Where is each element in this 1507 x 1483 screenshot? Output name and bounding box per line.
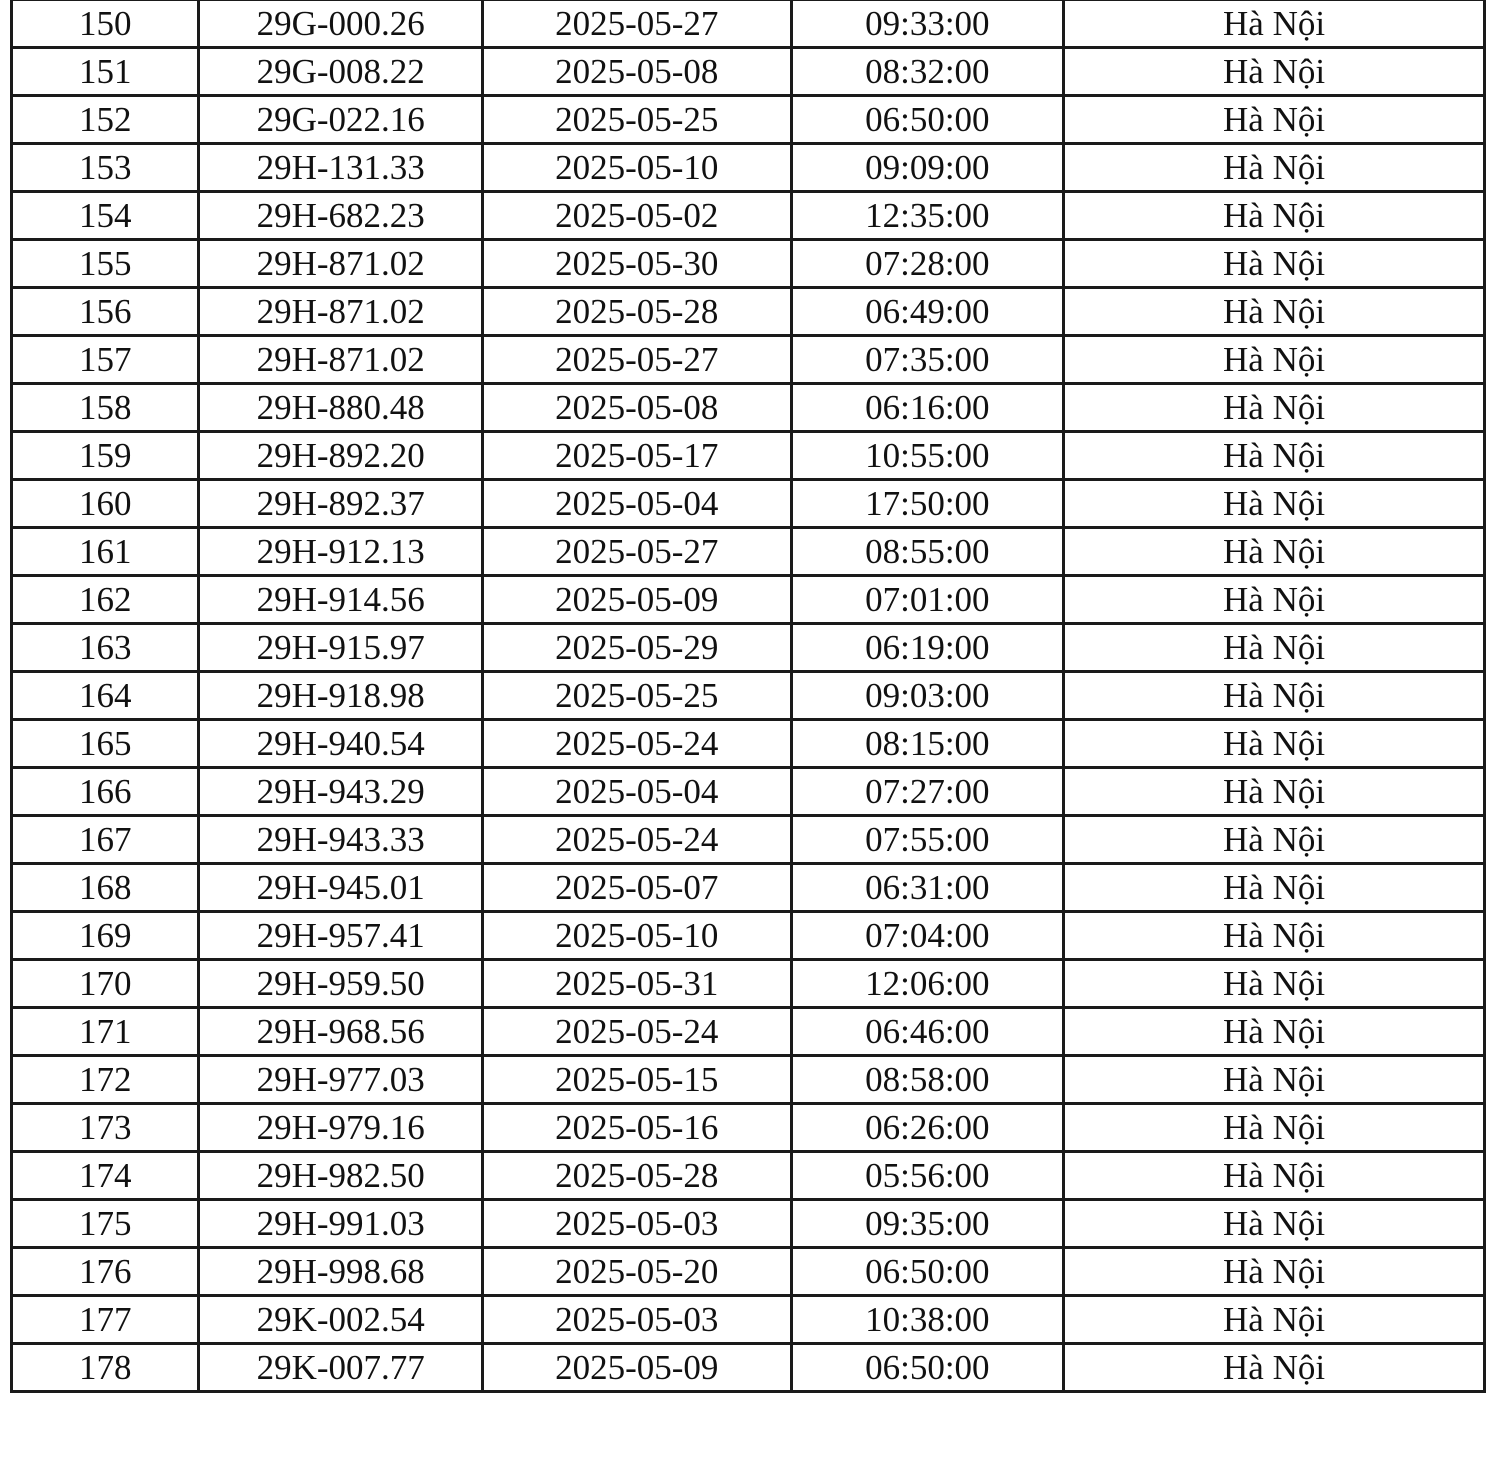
date-cell: 2025-05-27 <box>482 0 791 48</box>
license-plate-cell: 29G-022.16 <box>199 96 483 144</box>
time-cell: 09:03:00 <box>791 672 1064 720</box>
row-number-cell: 173 <box>12 1104 199 1152</box>
date-cell: 2025-05-29 <box>482 624 791 672</box>
table-row <box>12 1296 1485 1344</box>
time-cell: 06:19:00 <box>791 624 1064 672</box>
table-row <box>12 1248 1485 1296</box>
table-row <box>12 0 1485 48</box>
table-row <box>12 816 1485 864</box>
location-cell: Hà Nội <box>1064 96 1485 144</box>
date-cell: 2025-05-27 <box>482 336 791 384</box>
license-plate-cell: 29H-943.29 <box>199 768 483 816</box>
time-cell: 06:49:00 <box>791 288 1064 336</box>
table-body <box>12 0 1485 1392</box>
time-cell: 07:01:00 <box>791 576 1064 624</box>
license-plate-cell: 29H-945.01 <box>199 864 483 912</box>
time-cell: 07:04:00 <box>791 912 1064 960</box>
table-row <box>12 672 1485 720</box>
row-number-cell: 169 <box>12 912 199 960</box>
license-plate-cell: 29H-914.56 <box>199 576 483 624</box>
row-number-cell: 154 <box>12 192 199 240</box>
location-cell: Hà Nội <box>1064 1152 1485 1200</box>
license-plate-cell: 29H-912.13 <box>199 528 483 576</box>
date-cell: 2025-05-31 <box>482 960 791 1008</box>
row-number-cell: 160 <box>12 480 199 528</box>
time-cell: 06:50:00 <box>791 96 1064 144</box>
license-plate-cell: 29K-002.54 <box>199 1296 483 1344</box>
location-cell: Hà Nội <box>1064 768 1485 816</box>
table-row <box>12 480 1485 528</box>
table-row <box>12 960 1485 1008</box>
date-cell: 2025-05-04 <box>482 480 791 528</box>
license-plate-cell: 29H-991.03 <box>199 1200 483 1248</box>
license-plate-cell: 29H-957.41 <box>199 912 483 960</box>
row-number-cell: 157 <box>12 336 199 384</box>
time-cell: 08:15:00 <box>791 720 1064 768</box>
row-number-cell: 161 <box>12 528 199 576</box>
date-cell: 2025-05-15 <box>482 1056 791 1104</box>
location-cell: Hà Nội <box>1064 1104 1485 1152</box>
table-row <box>12 96 1485 144</box>
row-number-cell: 165 <box>12 720 199 768</box>
location-cell: Hà Nội <box>1064 1296 1485 1344</box>
date-cell: 2025-05-08 <box>482 48 791 96</box>
license-plate-cell: 29H-880.48 <box>199 384 483 432</box>
license-plate-cell: 29H-940.54 <box>199 720 483 768</box>
license-plate-cell: 29H-915.97 <box>199 624 483 672</box>
location-cell: Hà Nội <box>1064 720 1485 768</box>
time-cell: 06:31:00 <box>791 864 1064 912</box>
location-cell: Hà Nội <box>1064 384 1485 432</box>
license-plate-cell: 29H-131.33 <box>199 144 483 192</box>
location-cell: Hà Nội <box>1064 1248 1485 1296</box>
time-cell: 08:32:00 <box>791 48 1064 96</box>
violation-table <box>10 0 1486 1393</box>
table-row <box>12 192 1485 240</box>
location-cell: Hà Nội <box>1064 912 1485 960</box>
location-cell: Hà Nội <box>1064 240 1485 288</box>
license-plate-cell: 29H-918.98 <box>199 672 483 720</box>
row-number-cell: 176 <box>12 1248 199 1296</box>
table-row <box>12 576 1485 624</box>
table-row <box>12 48 1485 96</box>
row-number-cell: 151 <box>12 48 199 96</box>
location-cell: Hà Nội <box>1064 336 1485 384</box>
row-number-cell: 178 <box>12 1344 199 1392</box>
location-cell: Hà Nội <box>1064 624 1485 672</box>
time-cell: 08:58:00 <box>791 1056 1064 1104</box>
table-row <box>12 624 1485 672</box>
time-cell: 06:46:00 <box>791 1008 1064 1056</box>
table-row <box>12 528 1485 576</box>
date-cell: 2025-05-25 <box>482 96 791 144</box>
row-number-cell: 155 <box>12 240 199 288</box>
time-cell: 07:35:00 <box>791 336 1064 384</box>
table-row <box>12 1008 1485 1056</box>
row-number-cell: 172 <box>12 1056 199 1104</box>
license-plate-cell: 29H-871.02 <box>199 336 483 384</box>
time-cell: 08:55:00 <box>791 528 1064 576</box>
row-number-cell: 168 <box>12 864 199 912</box>
row-number-cell: 164 <box>12 672 199 720</box>
date-cell: 2025-05-03 <box>482 1296 791 1344</box>
table-row <box>12 1056 1485 1104</box>
license-plate-cell: 29G-008.22 <box>199 48 483 96</box>
row-number-cell: 162 <box>12 576 199 624</box>
time-cell: 06:50:00 <box>791 1248 1064 1296</box>
table-row <box>12 1200 1485 1248</box>
license-plate-cell: 29H-892.37 <box>199 480 483 528</box>
date-cell: 2025-05-04 <box>482 768 791 816</box>
row-number-cell: 170 <box>12 960 199 1008</box>
table-row <box>12 864 1485 912</box>
license-plate-cell: 29H-943.33 <box>199 816 483 864</box>
date-cell: 2025-05-27 <box>482 528 791 576</box>
table-row <box>12 432 1485 480</box>
time-cell: 07:28:00 <box>791 240 1064 288</box>
date-cell: 2025-05-24 <box>482 816 791 864</box>
date-cell: 2025-05-17 <box>482 432 791 480</box>
location-cell: Hà Nội <box>1064 192 1485 240</box>
date-cell: 2025-05-30 <box>482 240 791 288</box>
license-plate-cell: 29H-682.23 <box>199 192 483 240</box>
date-cell: 2025-05-08 <box>482 384 791 432</box>
date-cell: 2025-05-24 <box>482 1008 791 1056</box>
location-cell: Hà Nội <box>1064 960 1485 1008</box>
row-number-cell: 153 <box>12 144 199 192</box>
table-row <box>12 1344 1485 1392</box>
location-cell: Hà Nội <box>1064 480 1485 528</box>
table-row <box>12 288 1485 336</box>
table-row <box>12 1104 1485 1152</box>
time-cell: 10:55:00 <box>791 432 1064 480</box>
date-cell: 2025-05-24 <box>482 720 791 768</box>
row-number-cell: 171 <box>12 1008 199 1056</box>
time-cell: 06:50:00 <box>791 1344 1064 1392</box>
location-cell: Hà Nội <box>1064 816 1485 864</box>
row-number-cell: 177 <box>12 1296 199 1344</box>
license-plate-cell: 29H-892.20 <box>199 432 483 480</box>
license-plate-cell: 29H-968.56 <box>199 1008 483 1056</box>
date-cell: 2025-05-02 <box>482 192 791 240</box>
row-number-cell: 167 <box>12 816 199 864</box>
time-cell: 07:55:00 <box>791 816 1064 864</box>
license-plate-cell: 29H-979.16 <box>199 1104 483 1152</box>
table-row <box>12 384 1485 432</box>
time-cell: 09:33:00 <box>791 0 1064 48</box>
date-cell: 2025-05-28 <box>482 288 791 336</box>
time-cell: 07:27:00 <box>791 768 1064 816</box>
license-plate-cell: 29H-871.02 <box>199 240 483 288</box>
time-cell: 09:09:00 <box>791 144 1064 192</box>
time-cell: 10:38:00 <box>791 1296 1064 1344</box>
location-cell: Hà Nội <box>1064 432 1485 480</box>
table-row <box>12 912 1485 960</box>
time-cell: 06:16:00 <box>791 384 1064 432</box>
license-plate-cell: 29H-959.50 <box>199 960 483 1008</box>
license-plate-cell: 29H-977.03 <box>199 1056 483 1104</box>
date-cell: 2025-05-16 <box>482 1104 791 1152</box>
location-cell: Hà Nội <box>1064 144 1485 192</box>
date-cell: 2025-05-03 <box>482 1200 791 1248</box>
location-cell: Hà Nội <box>1064 1056 1485 1104</box>
date-cell: 2025-05-10 <box>482 912 791 960</box>
location-cell: Hà Nội <box>1064 0 1485 48</box>
location-cell: Hà Nội <box>1064 1200 1485 1248</box>
row-number-cell: 166 <box>12 768 199 816</box>
location-cell: Hà Nội <box>1064 1344 1485 1392</box>
license-plate-cell: 29H-998.68 <box>199 1248 483 1296</box>
table-row <box>12 144 1485 192</box>
date-cell: 2025-05-10 <box>482 144 791 192</box>
time-cell: 17:50:00 <box>791 480 1064 528</box>
row-number-cell: 175 <box>12 1200 199 1248</box>
date-cell: 2025-05-25 <box>482 672 791 720</box>
location-cell: Hà Nội <box>1064 672 1485 720</box>
date-cell: 2025-05-28 <box>482 1152 791 1200</box>
license-plate-cell: 29H-982.50 <box>199 1152 483 1200</box>
row-number-cell: 158 <box>12 384 199 432</box>
time-cell: 12:06:00 <box>791 960 1064 1008</box>
location-cell: Hà Nội <box>1064 288 1485 336</box>
table-row <box>12 336 1485 384</box>
row-number-cell: 152 <box>12 96 199 144</box>
license-plate-cell: 29G-000.26 <box>199 0 483 48</box>
row-number-cell: 150 <box>12 0 199 48</box>
row-number-cell: 174 <box>12 1152 199 1200</box>
time-cell: 06:26:00 <box>791 1104 1064 1152</box>
time-cell: 12:35:00 <box>791 192 1064 240</box>
location-cell: Hà Nội <box>1064 864 1485 912</box>
row-number-cell: 159 <box>12 432 199 480</box>
row-number-cell: 156 <box>12 288 199 336</box>
location-cell: Hà Nội <box>1064 1008 1485 1056</box>
date-cell: 2025-05-20 <box>482 1248 791 1296</box>
time-cell: 05:56:00 <box>791 1152 1064 1200</box>
location-cell: Hà Nội <box>1064 576 1485 624</box>
date-cell: 2025-05-07 <box>482 864 791 912</box>
table-row <box>12 240 1485 288</box>
time-cell: 09:35:00 <box>791 1200 1064 1248</box>
table-row <box>12 768 1485 816</box>
table-row <box>12 720 1485 768</box>
date-cell: 2025-05-09 <box>482 576 791 624</box>
table-row <box>12 1152 1485 1200</box>
location-cell: Hà Nội <box>1064 48 1485 96</box>
location-cell: Hà Nội <box>1064 528 1485 576</box>
license-plate-cell: 29H-871.02 <box>199 288 483 336</box>
license-plate-cell: 29K-007.77 <box>199 1344 483 1392</box>
date-cell: 2025-05-09 <box>482 1344 791 1392</box>
row-number-cell: 163 <box>12 624 199 672</box>
